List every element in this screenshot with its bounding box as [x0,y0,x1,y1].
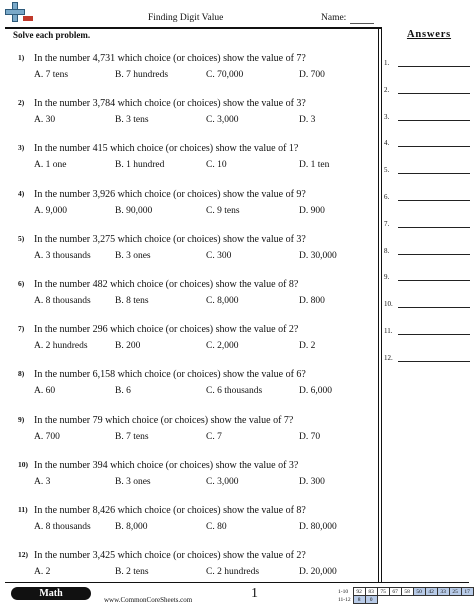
answer-choice: B. 7 hundreds [115,70,169,80]
answer-choice: B. 2 tens [115,567,149,578]
problem-question: In the number 394 which choice (or choices) show the value of 3? [34,459,299,471]
score-cell: 17 [461,588,473,596]
answer-number: 12. [384,353,393,362]
answer-blank [398,361,470,362]
answer-choice: A. 7 tens [34,70,69,80]
answer-blank [398,173,470,174]
answer-choice: C. 80 [206,522,227,532]
answer-choice: B. 200 [115,341,141,352]
answer-blank [398,334,470,335]
site-link[interactable]: www.CommonCoreSheets.com [104,596,193,604]
answer-choice: C. 7 [206,431,222,442]
answer-choice: D. 20,000 [299,567,337,578]
page-number: 1 [251,586,258,601]
answer-choice: D. 1 ten [299,160,330,171]
answer-number: 4. [384,139,390,148]
worksheet-title: Finding Digit Value [148,13,224,23]
answer-number: 10. [384,300,393,309]
answer-choice: D. 6,000 [299,386,332,397]
answer-choice: D. 3 [299,115,316,126]
answer-number: 7. [384,219,390,228]
problem-question: In the number 3,275 which choice (or choices) show the value of 3? [34,233,306,245]
problem-question: In the number 79 which choice (or choices) show the value of 7? [34,414,294,426]
answer-choice: A. 30 [34,115,56,126]
problem-number: 3) [18,143,25,153]
footer-rule [5,582,469,583]
problem-question: In the number 4,731 which choice (or choices) show the value of 7? [34,53,306,64]
answer-line[interactable] [384,218,470,230]
answer-choice: C. 70,000 [206,70,244,80]
score-table [337,587,474,604]
score-cell: 25 [449,588,461,596]
answer-choice: D. 2 [299,341,316,352]
answer-line[interactable] [384,245,470,257]
answer-line[interactable] [384,57,470,69]
answer-blank [398,227,470,228]
answer-choice: D. 800 [299,296,325,306]
answers-title: Answers [406,29,452,40]
answer-choice: D. 80,000 [299,522,337,532]
answer-column-divider [378,27,379,583]
answer-line[interactable] [384,271,470,283]
answer-line[interactable] [384,164,470,176]
answer-choice: C. 9 tens [206,205,240,216]
answer-number: 11. [384,327,393,335]
problem-number: 6) [18,279,25,288]
answer-choice: B. 90,000 [115,205,153,216]
answer-number: 1. [384,59,390,67]
answer-choice: A. 3 thousands [34,250,91,261]
answer-choice: B. 8 tens [115,296,149,306]
answer-choice: B. 7 tens [115,431,149,442]
name-label: Name: [321,13,347,23]
problem-number: 1) [18,53,25,62]
answer-blank [398,66,470,67]
problem-number: 4) [18,188,25,198]
problem-number: 2) [18,98,25,108]
answer-choice: C. 6 thousands [206,386,263,397]
answer-blank [398,93,470,94]
answer-choice: B. 3 tens [115,115,149,126]
score-cell: 50 [413,588,425,596]
answer-choice: A. 8 thousands [34,522,91,532]
problem-number: 11) [18,505,28,514]
name-line [350,23,374,24]
answer-choice: C. 3,000 [206,476,239,487]
score-cell: 58 [401,588,413,596]
problem-question: In the number 415 which choice (or choices) show the value of 1? [34,143,299,155]
answer-number: 5. [384,166,390,175]
answer-column-divider-inner [381,27,382,583]
answer-blank [398,280,470,281]
answer-choice: B. 6 [115,386,131,397]
answer-choice: C. 2 hundreds [206,567,260,578]
problem-number: 10) [18,459,28,469]
answer-choice: A. 9,000 [34,205,67,216]
answer-choice: B. 3 ones [115,476,151,487]
answer-blank [398,200,470,201]
score-row-label: 1-10 [338,588,349,595]
problem-question: In the number 482 which choice (or choices) show the value of 8? [34,279,299,290]
score-cell: 0 [365,596,377,604]
score-cell: 75 [377,588,389,596]
answer-choice: A. 1 one [34,160,67,171]
answer-choice: A. 8 thousands [34,296,91,306]
answer-blank [398,307,470,308]
answer-blank [398,146,470,147]
score-row-label: 11-12 [338,596,351,603]
problem-question: In the number 3,425 which choice (or choices) show the value of 2? [34,550,306,562]
problem-number: 9) [18,414,25,424]
answer-choice: C. 3,000 [206,115,239,126]
answer-blank [398,120,470,121]
problem-question: In the number 296 which choice (or choices) show the value of 2? [34,324,299,336]
answer-choice: A. 60 [34,386,56,397]
answer-choice: A. 700 [34,431,60,442]
answer-line[interactable] [384,352,470,364]
answer-number: 6. [384,193,390,201]
answer-line[interactable] [384,137,470,149]
answer-number: 8. [384,246,390,255]
answer-line[interactable] [384,191,470,203]
score-cell: 33 [437,588,449,596]
answer-choice: B. 3 ones [115,250,151,261]
answer-choice: D. 900 [299,205,325,216]
score-cell: 92 [353,588,365,596]
answer-line[interactable] [384,111,470,123]
problem-question: In the number 3,926 which choice (or choices) show the value of 9? [34,188,306,200]
score-cell: 42 [425,588,437,596]
answer-choice: D. 70 [299,431,321,442]
answer-line[interactable] [384,325,470,337]
score-cell: 67 [389,588,401,596]
answer-number: 3. [384,112,390,121]
answer-choice: D. 300 [299,476,325,487]
answer-line[interactable] [384,298,470,310]
answer-choice: B. 8,000 [115,522,148,532]
problem-question: In the number 3,784 which choice (or choices) show the value of 3? [34,98,306,110]
answer-choice: A. 3 [34,476,51,487]
answer-choice: C. 300 [206,250,232,261]
answer-line[interactable] [384,84,470,96]
answer-choice: B. 1 hundred [115,160,165,171]
problem-number: 7) [18,324,25,334]
subject-badge: Math [11,587,91,600]
problem-question: In the number 8,426 which choice (or choices) show the value of 8? [34,505,306,516]
answer-choice: C. 2,000 [206,341,239,352]
answer-number: 9. [384,273,390,282]
problem-number: 8) [18,369,25,379]
answer-choice: C. 8,000 [206,296,239,306]
answer-number: 2. [384,85,390,94]
logo-cross-icon [5,2,25,24]
problem-question: In the number 6,158 which choice (or choices) show the value of 6? [34,369,306,381]
answer-blank [398,254,470,255]
score-cell: 8 [353,596,365,604]
problem-number: 5) [18,233,25,243]
score-cell: 83 [365,588,377,596]
answer-choice: A. 2 [34,567,51,578]
answer-choice: A. 2 hundreds [34,341,88,352]
answer-choice: D. 30,000 [299,250,337,261]
answer-choice: C. 10 [206,160,227,171]
answer-choice: D. 700 [299,70,325,80]
instruction: Solve each problem. [13,30,91,40]
header-rule [5,27,382,29]
problem-number: 12) [18,550,28,560]
